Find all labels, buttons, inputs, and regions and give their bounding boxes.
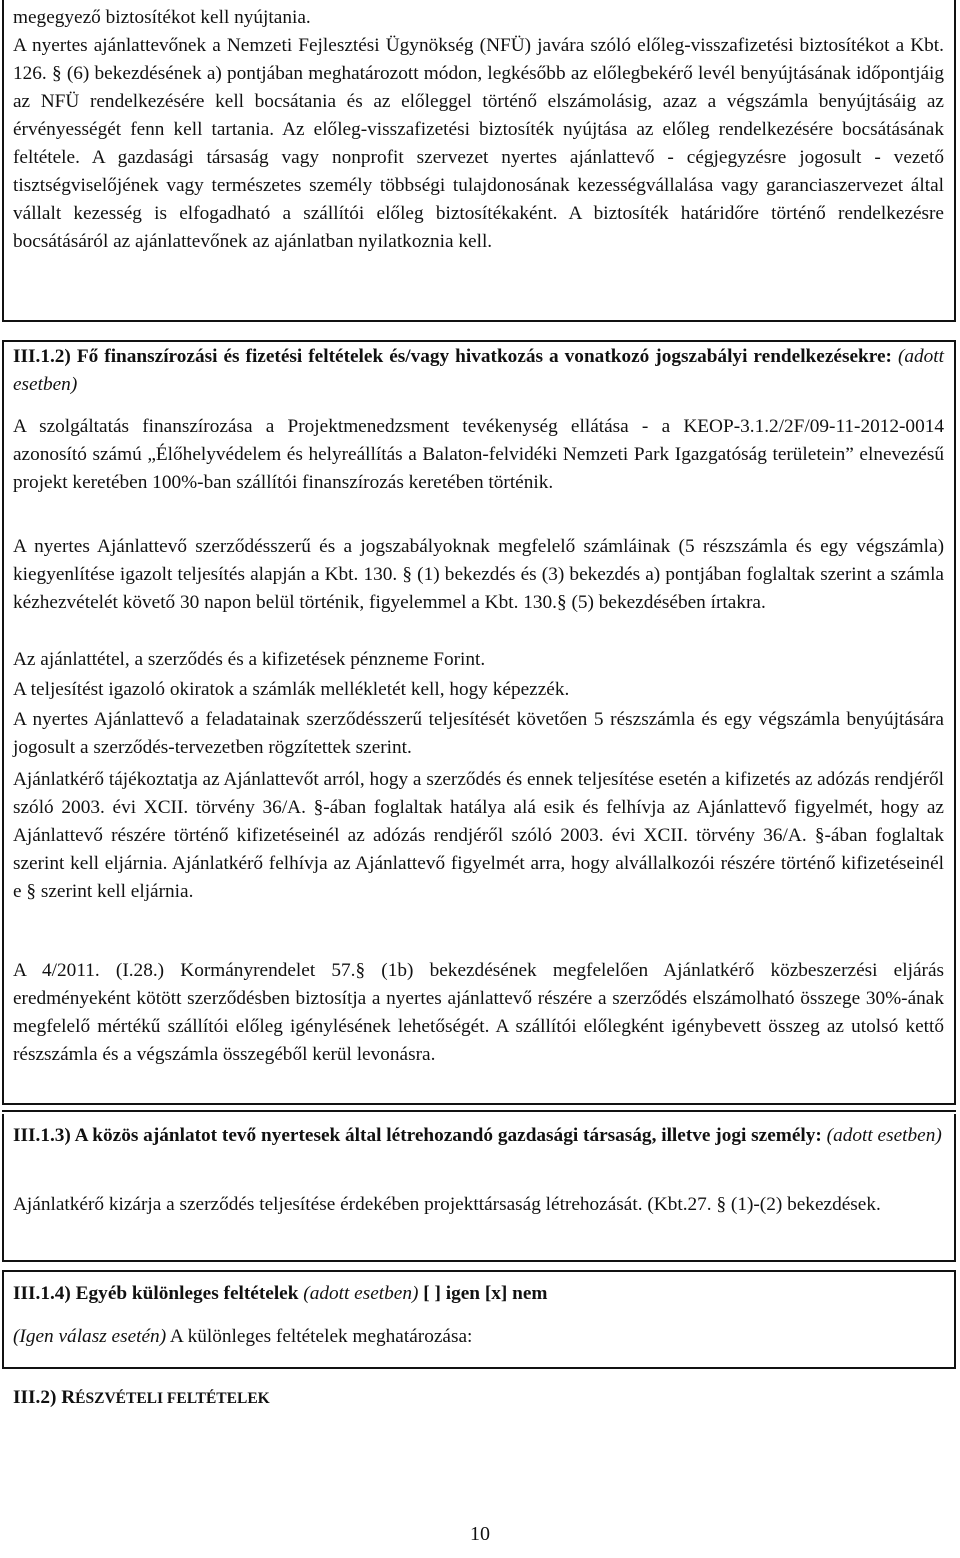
heading-special-conditions-note: (adott esetben) bbox=[303, 1283, 419, 1304]
paragraph-top-2: A nyertes ajánlattevőnek a Nemzeti Fejlesztési Ügynökség (NFÜ) javára szóló előleg-visszafizetési biztosítékot a Kbt. 126. § (6) bekezdésének a) pontjában meghatározott módon, legkésőbb az előlegbekérő levél benyújtásának időpontjáig az NFÜ rendelkezésére kell bocsátania és az előleggel történő elszámolásig, azaz a végszámla benyújtásáig az érvényességét fenn kell tartania. Az előleg-visszafizetési biztosíték nyújtása az előleg rendelkezésére bocsátásának feltétele. A gazdasági társaság vagy nonprofit szervezet nyertes ajánlattevő - cégjegyzésre jogosult - vezető tisztségviselőjének vagy természetes személy többségi tulajdonosának kezességvállalása vagy garanciaszervezet által vállalt kezesség is elfogadható a szállítói előleg biztosítékaként. A biztosíték határidőre történő rendelkezésre bocsátásáról az ajánlattevőnek az ajánlatban nyilatkoznia kell. bbox=[13, 35, 944, 252]
participation-conditions-num: III.2) bbox=[13, 1387, 62, 1408]
paragraph-top-1: megegyező biztosítékot kell nyújtania. bbox=[13, 7, 311, 28]
financing-paragraph-5: A nyertes Ajánlattevő a feladatainak szerződésszerű teljesítését követően 5 részszámla és egy végszámla benyújtására jogosult a szerződés-tervezetben rögzítettek szerint. bbox=[13, 709, 944, 758]
special-conditions-line-text: A különleges feltételek meghatározása: bbox=[169, 1326, 473, 1347]
joint-bidders-text: Ajánlatkérő kizárja a szerződés teljesítése érdekében projekttársaság létrehozását. (Kbt.27. § (1)-(2) bekezdések. bbox=[13, 1194, 881, 1215]
special-conditions-options: [ ] igen [x] nem bbox=[423, 1283, 548, 1304]
financing-paragraph-3: Az ajánlattétel, a szerződés és a kifizetések pénzneme Forint. bbox=[13, 649, 486, 670]
financing-paragraph-1: A szolgáltatás finanszírozása a Projektmenedzsment tevékenység ellátása - a KEOP-3.1.2/2F/09-11-2012-0014 azonosító számú „Élőhelyvédelem és helyreállítás a Balaton-felvidéki Nemzeti Park Igazgatóság területein” elnevezésű projekt keretében 100%-ban szállítói finanszírozás keretében történik. bbox=[13, 416, 944, 493]
special-conditions-line bbox=[13, 1323, 944, 1351]
heading-participation-conditions bbox=[13, 1384, 944, 1413]
financing-paragraph-2: A nyertes Ajánlattevő szerződésszerű és a jogszabályoknak megfelelő számláinak (5 részszámla és egy végszámla) kiegyenlítése igazolt teljesítés alapján a Kbt. 130. § (1) bekezdés és (3) bekezdés a) pontjában foglaltak szerint a számla kézhezvételét követő 30 napon belül történik, figyelemmel a Kbt. 130.§ (5) bekezdésében írtakra. bbox=[13, 536, 944, 613]
divider bbox=[2, 1110, 956, 1112]
financing-paragraph-4: A teljesítést igazoló okiratok a számlák mellékletét kell, hogy képezzék. bbox=[13, 679, 570, 700]
heading-financing bbox=[13, 343, 944, 399]
heading-financing-note: (adott esetben) bbox=[13, 346, 945, 395]
participation-conditions-rest: ÉSZVÉTELI FELTÉTELEK bbox=[75, 1390, 270, 1407]
participation-conditions-first: R bbox=[61, 1387, 76, 1408]
heading-joint-bidders-text: III.1.3) A közös ajánlatot tevő nyertesek által létrehozandó gazdasági társaság, illetve jogi személy: bbox=[13, 1125, 822, 1146]
heading-joint-bidders-note: (adott esetben) bbox=[826, 1125, 942, 1146]
heading-special-conditions-text: III.1.4) Egyéb különleges feltételek bbox=[13, 1283, 299, 1304]
heading-special-conditions bbox=[13, 1280, 944, 1308]
financing-paragraph-7: A 4/2011. (I.28.) Kormányrendelet 57.§ (1b) bekezdésének megfelelően Ajánlatkérő közbeszerzési eljárás eredményeként kötött szerződésben biztosítja a nyertes ajánlattevő részére a szerződés elszámolható összege 30%-ának megfelelő mértékű szállítói előleg igénylésének lehetőségét. A szállítói előlegként igénybevett összeg az utolsó kettő részszámla és a végszámla összegéből kerül levonásra. bbox=[13, 960, 944, 1065]
special-conditions-line-note: (Igen válasz esetén) bbox=[13, 1326, 167, 1347]
page-number: 10 bbox=[470, 1523, 490, 1545]
heading-financing-text: III.1.2) Fő finanszírozási és fizetési feltételek és/vagy hivatkozás a vonatkozó jogszabályi rendelkezésekre: bbox=[13, 346, 892, 367]
financing-paragraph-6: Ajánlatkérő tájékoztatja az Ajánlattevőt arról, hogy a szerződés és ennek teljesítése esetén a kifizetés az adózás rendjéről szóló 2003. évi XCII. törvény 36/A. §-ában foglaltak hatálya alá esik és felhívja az Ajánlattevő figyelmét, hogy az Ajánlattevő részére történő kifizetéseinél az adózás rendjéről szóló 2003. évi XCII. törvény 36/A. §-ában foglaltak szerint kell eljárnia. Ajánlatkérő felhívja az Ajánlattevő figyelmét arra, hogy alvállalkozói részére történő kifizetéseinél e § szerint kell eljárnia. bbox=[13, 769, 944, 902]
heading-joint-bidders bbox=[13, 1122, 944, 1150]
